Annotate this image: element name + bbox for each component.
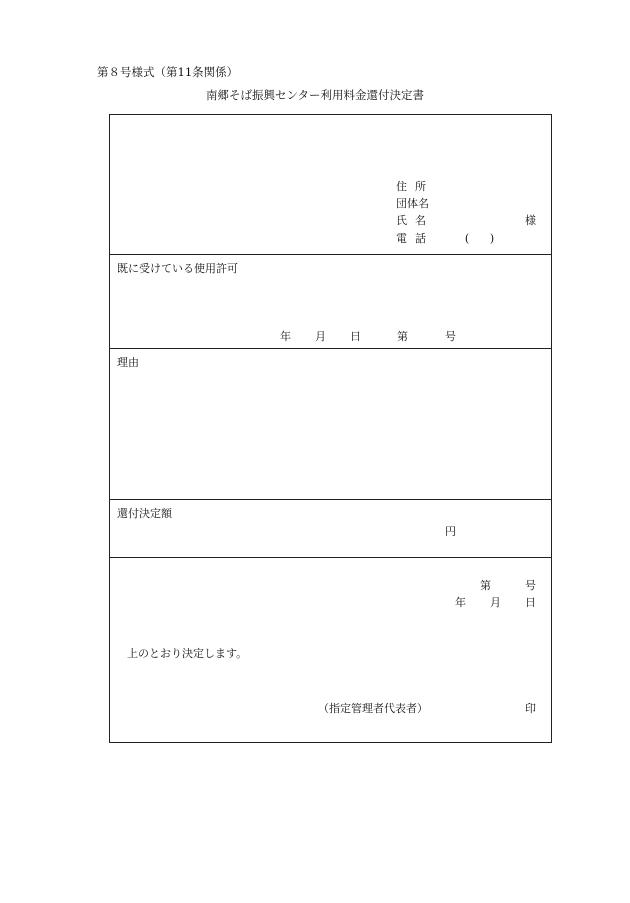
- designated-manager-label: （指定管理者代表者）: [318, 702, 428, 715]
- document-title: 南郷そば振興センター利用料金還付決定書: [205, 88, 425, 102]
- address-label: 住所: [396, 180, 434, 193]
- phone-label: 電話: [396, 232, 434, 245]
- permit-month-unit: 月: [315, 330, 326, 343]
- seal-mark: 印: [525, 702, 536, 715]
- decision-day-unit: 日: [525, 596, 536, 609]
- permit-day-unit: 日: [350, 330, 361, 343]
- form-number: 第８号様式（第11条関係）: [97, 65, 239, 79]
- permit-year-unit: 年: [280, 330, 291, 343]
- existing-permit-label: 既に受けている使用許可: [117, 262, 238, 275]
- group-name-label: 団体名: [396, 197, 429, 210]
- decision-month-unit: 月: [490, 596, 501, 609]
- divider-3: [110, 499, 551, 500]
- divider-2: [110, 348, 551, 349]
- honorific-sama: 様: [525, 214, 536, 227]
- decision-number-suffix: 号: [525, 579, 536, 592]
- divider-4: [110, 557, 551, 558]
- form-frame: [109, 114, 552, 743]
- permit-number-suffix: 号: [445, 330, 456, 343]
- refund-amount-label: 還付決定額: [117, 507, 172, 520]
- decision-year-unit: 年: [455, 596, 466, 609]
- name-label: 氏名: [396, 214, 434, 227]
- phone-paren-open: (: [464, 232, 470, 245]
- decision-number-prefix: 第: [480, 579, 491, 592]
- decision-statement: 上のとおり決定します。: [127, 647, 248, 660]
- phone-paren-close: ): [489, 232, 495, 245]
- yen-unit: 円: [445, 525, 456, 538]
- reason-label: 理由: [117, 356, 139, 369]
- divider-1: [110, 254, 551, 255]
- permit-number-prefix: 第: [397, 330, 408, 343]
